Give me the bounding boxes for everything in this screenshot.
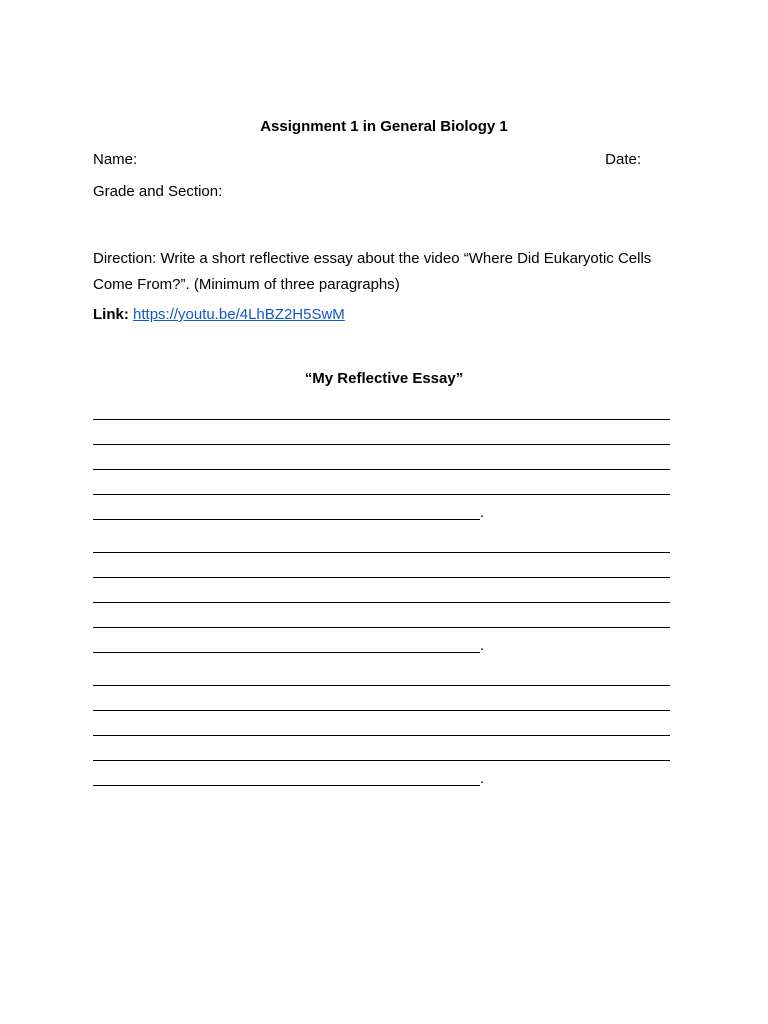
link-label: Link: [93,306,129,323]
writing-line[interactable] [93,710,670,711]
date-label: Date: [605,151,641,168]
essay-title: “My Reflective Essay” [304,370,464,387]
name-label: Name: [93,151,138,168]
writing-line[interactable] [93,685,670,686]
grade-section-label: Grade and Section: [93,183,223,200]
paragraph-end-period: . [480,504,485,521]
video-link[interactable]: https://youtu.be/4LhBZ2H5SwM [133,306,345,323]
writing-line[interactable] [93,735,670,736]
writing-line[interactable] [93,444,670,445]
writing-line[interactable] [93,494,670,495]
name-date-row [93,151,641,168]
writing-line[interactable] [93,469,670,470]
link-row [93,306,345,323]
writing-line[interactable] [93,519,480,520]
paragraph-end-period: . [480,637,485,654]
assignment-title: Assignment 1 in General Biology 1 [260,118,508,135]
paragraph-end-period: . [480,770,485,787]
writing-line[interactable] [93,652,480,653]
writing-line[interactable] [93,602,670,603]
writing-line[interactable] [93,785,480,786]
writing-line[interactable] [93,552,670,553]
direction-text: Direction: Write a short reflective essay about the video “Where Did Eukaryotic Cells Come From?”. (Minimum of three paragraphs) [93,250,652,293]
writing-line[interactable] [93,627,670,628]
writing-line[interactable] [93,419,670,420]
writing-line[interactable] [93,760,670,761]
writing-line[interactable] [93,577,670,578]
